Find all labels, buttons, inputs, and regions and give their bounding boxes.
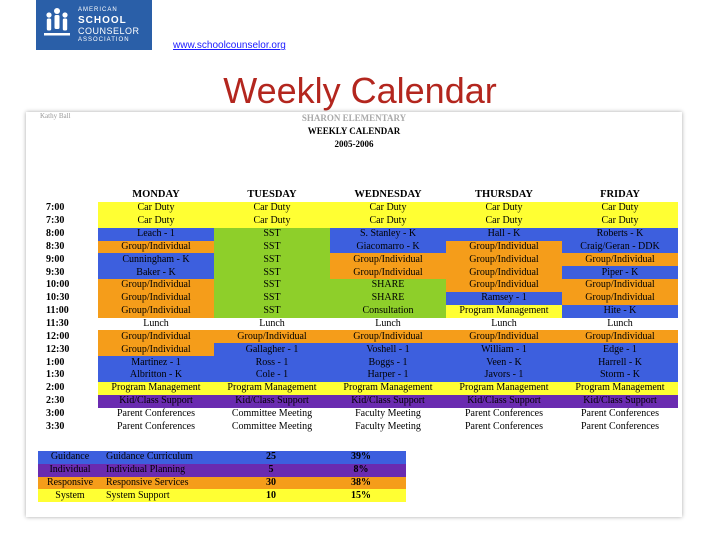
document-header (26, 112, 682, 151)
calendar-cell: Voshell - 1 (330, 343, 446, 356)
time-slot: 8:00 (46, 228, 65, 240)
calendar-cell: Hite - K (562, 305, 678, 318)
calendar-row (38, 382, 678, 395)
calendar-cell: Group/Individual (214, 330, 330, 343)
calendar-cell: Parent Conferences (580, 407, 660, 419)
calendar-cell: SST (214, 292, 330, 305)
calendar-cell: SST (214, 253, 330, 266)
website-link[interactable]: www.schoolcounselor.org (173, 40, 286, 51)
calendar-row (38, 202, 678, 215)
time-slot: 11:30 (46, 318, 69, 330)
calendar-cell: Craig/Geran - DDK (562, 241, 678, 254)
calendar-cell: Car Duty (562, 202, 678, 215)
summary-component: Responsive Services (102, 477, 226, 490)
calendar-cell: Storm - K (562, 369, 678, 382)
calendar-cell: Piper - K (562, 266, 678, 279)
calendar-cell: Car Duty (330, 215, 446, 228)
calendar-cell: Group/Individual (446, 330, 562, 343)
calendar-cell: Program Management (214, 382, 330, 395)
calendar-cell: SST (214, 305, 330, 318)
calendar-cell: SHARE (330, 292, 446, 305)
calendar-cell: Lunch (491, 318, 517, 330)
summary-percent: 15% (316, 489, 406, 502)
calendar-cell: Group/Individual (98, 279, 214, 292)
calendar-cell: Parent Conferences (464, 407, 544, 419)
time-slot: 9:00 (46, 253, 65, 265)
calendar-cell: Javors - 1 (446, 369, 562, 382)
calendar-cell: Ross - 1 (214, 356, 330, 369)
calendar-cell: Kid/Class Support (562, 395, 678, 408)
calendar-cell: Martinez - 1 (98, 356, 214, 369)
calendar-cell: Group/Individual (98, 305, 214, 318)
summary-table (38, 451, 406, 502)
time-slot: 7:00 (46, 202, 65, 214)
calendar-cell: Giacomarro - K (330, 241, 446, 254)
calendar-cell: Leach - 1 (98, 228, 214, 241)
calendar-row (38, 279, 678, 292)
calendar-cell: Group/Individual (562, 253, 678, 266)
calendar-cell: Car Duty (214, 202, 330, 215)
time-slot: 12:00 (46, 330, 70, 342)
calendar-cell: Parent Conferences (116, 420, 196, 432)
slide-title-text: Weekly Calendar (223, 70, 497, 111)
school-name: SHARON ELEMENTARY (301, 113, 407, 123)
calendar-cell: Kid/Class Support (330, 395, 446, 408)
day-header: THURSDAY (475, 189, 533, 200)
summary-percent: 38% (316, 477, 406, 490)
calendar-cell: Car Duty (446, 215, 562, 228)
calendar-cell: Program Management (446, 382, 562, 395)
summary-category: Responsive (38, 477, 102, 490)
calendar-cell: Kid/Class Support (214, 395, 330, 408)
summary-hours: 30 (226, 477, 316, 490)
time-slot: 8:30 (46, 240, 65, 252)
calendar-cell: Car Duty (330, 202, 446, 215)
summary-hours: 25 (226, 451, 316, 464)
calendar-cell: SST (214, 279, 330, 292)
calendar-cell: Car Duty (214, 215, 330, 228)
calendar-cell: Parent Conferences (116, 407, 196, 419)
calendar-cell: Car Duty (98, 202, 214, 215)
calendar-cell: Harper - 1 (330, 369, 446, 382)
calendar-cell: SST (214, 228, 330, 241)
summary-category: Individual (38, 464, 102, 477)
calendar-row (38, 318, 678, 331)
calendar-cell: Committee Meeting (231, 407, 313, 419)
day-header: MONDAY (132, 189, 180, 200)
logo-wordmark (78, 6, 140, 45)
calendar-cell: Group/Individual (98, 330, 214, 343)
calendar-cell: Car Duty (98, 215, 214, 228)
day-header: FRIDAY (600, 189, 640, 200)
summary-hours: 5 (226, 464, 316, 477)
school-year: 2005-2006 (334, 139, 374, 149)
time-slot: 3:00 (46, 407, 65, 419)
day-header: TUESDAY (247, 189, 297, 200)
summary-row (38, 464, 406, 477)
time-slot: 7:30 (46, 215, 65, 227)
calendar-cell: S. Stanley - K (330, 228, 446, 241)
calendar-cell: Group/Individual (98, 343, 214, 356)
calendar-row (38, 253, 678, 266)
summary-category: System (38, 489, 102, 502)
calendar-cell: Group/Individual (562, 330, 678, 343)
calendar-row (38, 292, 678, 305)
calendar-cell: Kid/Class Support (446, 395, 562, 408)
calendar-cell: Cole - 1 (214, 369, 330, 382)
calendar-cell: Lunch (259, 318, 285, 330)
calendar-cell: Program Management (562, 382, 678, 395)
calendar-row (38, 343, 678, 356)
calendar-cell: Car Duty (446, 202, 562, 215)
calendar-cell: Gallagher - 1 (214, 343, 330, 356)
logo-line-1: AMERICAN (78, 7, 118, 13)
calendar-cell: Harrell - K (562, 356, 678, 369)
calendar-cell: William - 1 (446, 343, 562, 356)
calendar-cell: Group/Individual (330, 330, 446, 343)
calendar-cell: Group/Individual (562, 292, 678, 305)
calendar-cell: Group/Individual (98, 292, 214, 305)
calendar-cell: Cunningham - K (98, 253, 214, 266)
calendar-row (38, 420, 678, 433)
calendar-document (26, 112, 682, 517)
calendar-cell: Group/Individual (446, 279, 562, 292)
calendar-row (38, 408, 678, 421)
calendar-row (38, 305, 678, 318)
asca-logo (36, 0, 152, 50)
time-slot: 11:00 (46, 305, 69, 317)
calendar-cell: Kid/Class Support (98, 395, 214, 408)
summary-component: Guidance Curriculum (102, 451, 226, 464)
calendar-row (38, 215, 678, 228)
calendar-row (38, 356, 678, 369)
time-slot: 12:30 (46, 343, 70, 355)
summary-row (38, 451, 406, 464)
summary-percent: 39% (316, 451, 406, 464)
time-slot: 10:00 (46, 279, 70, 291)
calendar-cell: Boggs - 1 (330, 356, 446, 369)
calendar-cell: Faculty Meeting (355, 407, 421, 419)
calendar-cell: Roberts - K (562, 228, 678, 241)
summary-hours: 10 (226, 489, 316, 502)
calendar-cell: Group/Individual (446, 241, 562, 254)
calendar-cell: Group/Individual (446, 266, 562, 279)
day-header: WEDNESDAY (354, 189, 422, 200)
time-slot: 1:00 (46, 356, 65, 368)
logo-line-3: COUNSELOR (78, 26, 140, 36)
calendar-cell: Baker - K (98, 266, 214, 279)
calendar-cell: Parent Conferences (580, 420, 660, 432)
calendar-cell: Group/Individual (330, 266, 446, 279)
calendar-cell: Committee Meeting (231, 420, 313, 432)
time-slot: 9:30 (46, 266, 65, 278)
calendar-cell: Lunch (607, 318, 633, 330)
document-heading: WEEKLY CALENDAR (307, 126, 401, 136)
summary-component: System Support (102, 489, 226, 502)
time-slot: 2:30 (46, 395, 65, 407)
calendar-cell: Parent Conferences (464, 420, 544, 432)
calendar-row (38, 266, 678, 279)
logo-line-2: SCHOOL (78, 15, 127, 26)
calendar-row (38, 241, 678, 254)
calendar-cell: Hall - K (446, 228, 562, 241)
calendar-cell: Group/Individual (330, 253, 446, 266)
summary-row (38, 477, 406, 490)
calendar-cell: SST (214, 241, 330, 254)
calendar-cell: Program Management (98, 382, 214, 395)
calendar-cell: Lunch (143, 318, 169, 330)
calendar-cell: Group/Individual (98, 241, 214, 254)
calendar-cell: Faculty Meeting (355, 420, 421, 432)
calendar-row (38, 330, 678, 343)
time-header (38, 188, 98, 202)
calendar-cell: Ramsey - 1 (446, 292, 562, 305)
calendar-cell: Consultation (330, 305, 446, 318)
time-slot: 10:30 (46, 292, 70, 304)
calendar-cell: Car Duty (562, 215, 678, 228)
calendar-cell: Group/Individual (562, 279, 678, 292)
summary-component: Individual Planning (102, 464, 226, 477)
slide-title (0, 70, 720, 112)
summary-percent: 8% (316, 464, 406, 477)
calendar-cell: Edge - 1 (562, 343, 678, 356)
weekly-calendar-table (38, 188, 678, 433)
calendar-cell: Lunch (375, 318, 401, 330)
calendar-row (38, 369, 678, 382)
time-slot: 3:30 (46, 420, 65, 432)
calendar-header-row (38, 188, 678, 202)
logo-line-4: ASSOCIATION (78, 37, 130, 43)
people-icon (42, 6, 72, 40)
calendar-cell: Group/Individual (446, 253, 562, 266)
calendar-cell: Program Management (330, 382, 446, 395)
calendar-cell: Veen - K (446, 356, 562, 369)
calendar-cell: SST (214, 266, 330, 279)
summary-category: Guidance (38, 451, 102, 464)
calendar-row (38, 395, 678, 408)
summary-row (38, 489, 406, 502)
time-slot: 1:30 (46, 369, 65, 381)
calendar-row (38, 228, 678, 241)
document-corner-text: Kathy Ball (40, 112, 71, 120)
calendar-cell: SHARE (330, 279, 446, 292)
calendar-cell: Program Management (446, 305, 562, 318)
time-slot: 2:00 (46, 382, 65, 394)
calendar-cell: Albritton - K (98, 369, 214, 382)
